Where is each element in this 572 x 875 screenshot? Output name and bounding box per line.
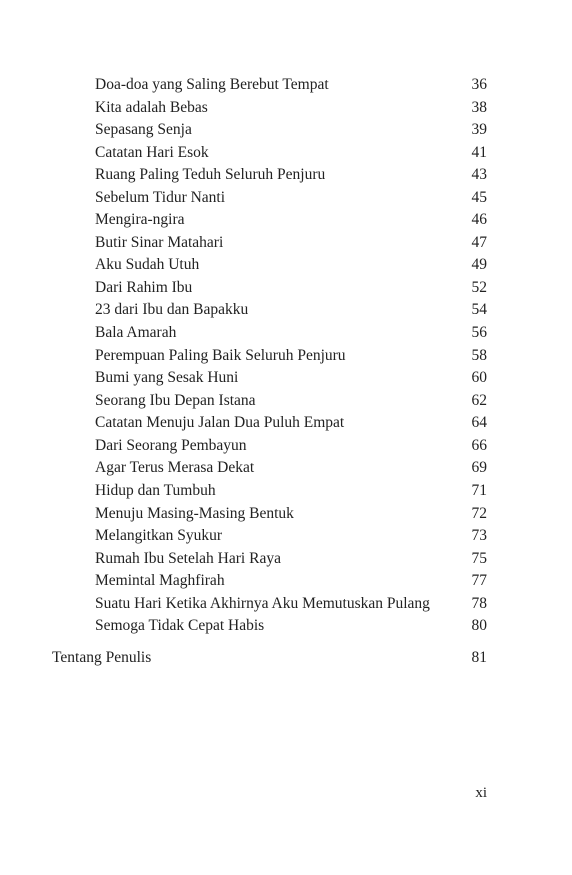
toc-entry-title: Agar Terus Merasa Dekat [95,459,255,476]
toc-entry[interactable] [95,593,487,615]
toc-entry-title: Rumah Ibu Setelah Hari Raya [95,550,281,567]
toc-entry-page: 78 [471,595,487,612]
toc-entry-page: 69 [471,459,487,476]
toc-entry-author-section[interactable] [52,647,487,669]
toc-entry-title: Kita adalah Bebas [95,99,208,116]
toc-entry-title: Memintal Maghfirah [95,572,225,589]
toc-entry-page: 81 [471,649,487,666]
toc-entry-title: Mengira-ngira [95,211,185,228]
toc-entry[interactable] [95,345,487,367]
toc-entry[interactable] [95,142,487,164]
page-number: xi [475,785,487,801]
toc-entry-page: 41 [471,144,487,161]
toc-entry-page: 60 [471,369,487,386]
toc-entry-title: Doa-doa yang Saling Berebut Tempat [95,76,329,93]
toc-entry-title: Catatan Hari Esok [95,144,209,161]
toc-entry-title: Aku Sudah Utuh [95,256,200,273]
toc-entry[interactable] [95,277,487,299]
toc-entry-title: Suatu Hari Ketika Akhirnya Aku Memutuskan Pulang [95,595,430,612]
toc-entry-title: Catatan Menuju Jalan Dua Puluh Empat [95,414,345,431]
toc-entry[interactable] [95,615,487,637]
toc-entry[interactable] [95,525,487,547]
toc-entry[interactable] [95,367,487,389]
toc-entry-page: 72 [471,505,487,522]
toc-entry-title: Hidup dan Tumbuh [95,482,216,499]
toc-entry-page: 58 [471,347,487,364]
toc-entry[interactable] [95,322,487,344]
toc-entry[interactable] [95,390,487,412]
toc-entry-page: 46 [471,211,487,228]
toc-entry-page: 38 [471,99,487,116]
toc-entry-page: 64 [471,414,487,431]
toc-entry[interactable] [95,97,487,119]
toc-entry-page: 54 [471,301,487,318]
toc-entry[interactable] [95,74,487,96]
toc-entry[interactable] [95,435,487,457]
toc-entry[interactable] [95,548,487,570]
toc-entry-title: Butir Sinar Matahari [95,234,224,251]
toc-entry-page: 43 [471,166,487,183]
toc-entry-title: Sebelum Tidur Nanti [95,189,226,206]
toc-entry-title: Ruang Paling Teduh Seluruh Penjuru [95,166,326,183]
toc-entry-title: Dari Seorang Pembayun [95,437,247,454]
toc-entry-title: Semoga Tidak Cepat Habis [95,617,265,634]
toc-entry[interactable] [95,480,487,502]
toc-entry-page: 75 [471,550,487,567]
toc-entry-page: 80 [471,617,487,634]
toc-entry-title: Perempuan Paling Baik Seluruh Penjuru [95,347,346,364]
toc-entry[interactable] [95,570,487,592]
toc-entry[interactable] [95,187,487,209]
toc-entry-page: 71 [471,482,487,499]
toc-entry-title: Menuju Masing-Masing Bentuk [95,505,294,522]
toc-entry[interactable] [95,299,487,321]
toc-entry[interactable] [95,119,487,141]
toc-entry-title: Tentang Penulis [52,649,152,666]
toc-entry-title: Melangitkan Syukur [95,527,222,544]
toc-entry[interactable] [95,503,487,525]
toc-entry-page: 66 [471,437,487,454]
toc-entry-page: 52 [471,279,487,296]
toc-entry-title: 23 dari Ibu dan Bapakku [95,301,249,318]
toc-entry-title: Bala Amarah [95,324,177,341]
toc-entry-title: Dari Rahim Ibu [95,279,193,296]
toc-entry[interactable] [95,412,487,434]
toc-entry-title: Seorang Ibu Depan Istana [95,392,256,409]
toc-entry-page: 36 [471,76,487,93]
toc-entry[interactable] [95,164,487,186]
toc-entry[interactable] [95,232,487,254]
toc-entry-title: Sepasang Senja [95,121,192,138]
toc-entry-page: 77 [471,572,487,589]
toc-entry-title: Bumi yang Sesak Huni [95,369,239,386]
toc-entry-page: 56 [471,324,487,341]
toc-entry[interactable] [95,457,487,479]
toc-entry-page: 45 [471,189,487,206]
toc-entry-page: 49 [471,256,487,273]
toc-entry-page: 73 [471,527,487,544]
toc-entry[interactable] [95,254,487,276]
toc-entry-page: 62 [471,392,487,409]
toc-entry[interactable] [95,209,487,231]
toc-entry-page: 47 [471,234,487,251]
toc-entry-page: 39 [471,121,487,138]
